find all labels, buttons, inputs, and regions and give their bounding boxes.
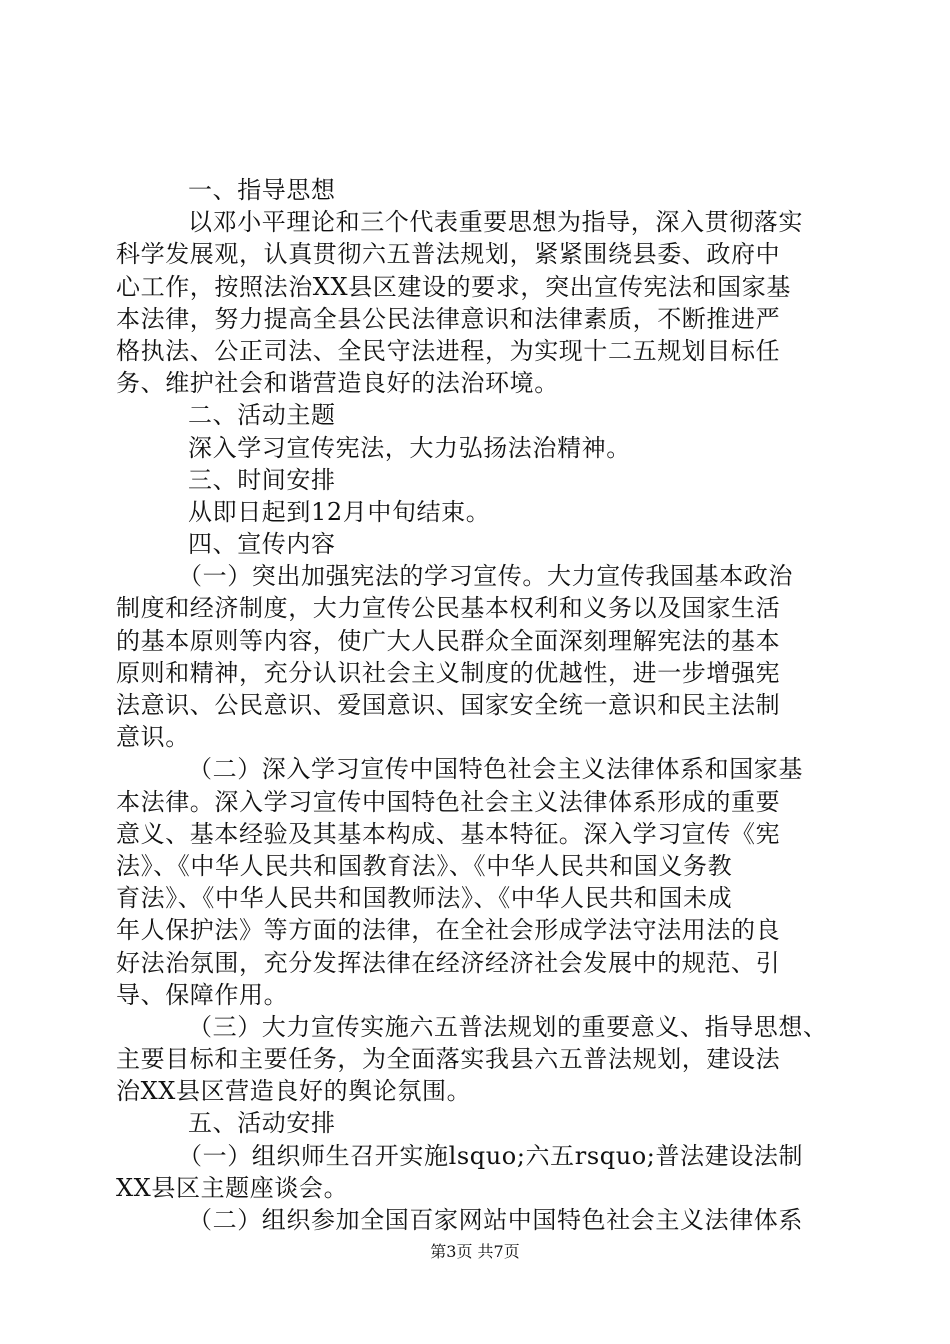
section-heading-3: 三、时间安排	[188, 465, 336, 494]
paragraph-line: 年人保护法》等方面的法律，在全社会形成学法守法用法的良	[116, 916, 781, 945]
paragraph-line: 治XX县区营造良好的舆论氛围。	[116, 1077, 472, 1106]
paragraph-line: 务、维护社会和谐营造良好的法治环境。	[116, 369, 559, 398]
section-heading-1: 一、指导思想	[188, 176, 336, 204]
paragraph-line: 法》、《中华人民共和国教育法》、《中华人民共和国义务教	[116, 851, 733, 880]
paragraph-line: （二）组织参加全国百家网站中国特色社会主义法律体系	[188, 1206, 803, 1234]
paragraph-line: 深入学习宣传宪法，大力弘扬法治精神。	[188, 433, 631, 462]
document-body	[116, 174, 836, 1236]
paragraph-line: 的基本原则等内容，使广大人民群众全面深刻理解宪法的基本	[116, 626, 781, 655]
section-heading-2: 二、活动主题	[188, 401, 336, 430]
paragraph-line: 科学发展观，认真贯彻六五普法规划，紧紧围绕县委、政府中	[116, 240, 781, 269]
paragraph-line: 以邓小平理论和三个代表重要思想为指导，深入贯彻落实	[188, 208, 803, 237]
paragraph-line: （三）大力宣传实施六五普法规划的重要意义、指导思想、	[188, 1012, 828, 1041]
paragraph-line: 法意识、公民意识、爱国意识、国家安全统一意识和民主法制	[116, 691, 781, 719]
paragraph-line: （二）深入学习宣传中国特色社会主义法律体系和国家基	[188, 755, 803, 784]
page-number-footer: 第3页 共7页	[430, 1242, 520, 1261]
paragraph-line: 本法律。深入学习宣传中国特色社会主义法律体系形成的重要	[116, 787, 781, 816]
paragraph-line: 导、保障作用。	[116, 980, 289, 1009]
paragraph-line: XX县区主题座谈会。	[116, 1173, 349, 1202]
paragraph-line: 本法律，努力提高全县公民法律意识和法律素质，不断推进严	[116, 304, 781, 333]
paragraph-line: 意识。	[116, 723, 190, 752]
paragraph-line: 原则和精神，充分认识社会主义制度的优越性，进一步增强宪	[116, 658, 781, 687]
paragraph-line: 从即日起到12月中旬结束。	[188, 497, 491, 526]
paragraph-line: 好法治氛围，充分发挥法律在经济经济社会发展中的规范、引	[116, 948, 781, 977]
paragraph-line: 心工作，按照法治XX县区建设的要求，突出宣传宪法和国家基	[116, 272, 791, 301]
paragraph-line: 制度和经济制度，大力宣传公民基本权利和义务以及国家生活	[116, 594, 781, 623]
paragraph-line: 格执法、公正司法、全民守法进程，为实现十二五规划目标任	[116, 336, 781, 365]
section-heading-4: 四、宣传内容	[188, 530, 336, 559]
paragraph-line: 育法》、《中华人民共和国教师法》、《中华人民共和国未成	[116, 884, 733, 913]
paragraph-line: （一）组织师生召开实施lsquo;六五rsquo;普法建设法制	[178, 1141, 804, 1170]
section-heading-5: 五、活动安排	[188, 1109, 336, 1138]
paragraph-line: 意义、基本经验及其基本构成、基本特征。深入学习宣传《宪	[116, 819, 781, 848]
paragraph-line: （一）突出加强宪法的学习宣传。大力宣传我国基本政治	[178, 562, 793, 591]
paragraph-line: 主要目标和主要任务，为全面落实我县六五普法规划，建设法	[116, 1045, 781, 1074]
